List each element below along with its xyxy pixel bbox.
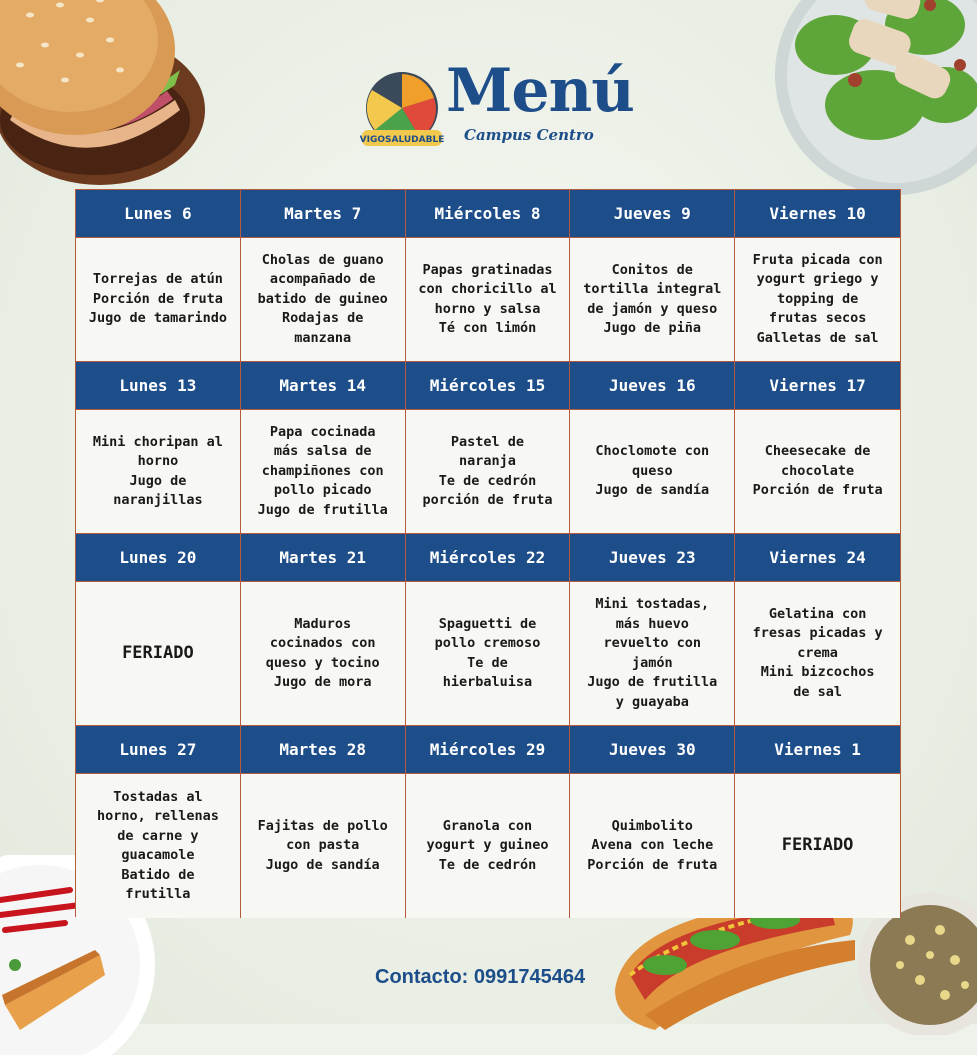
meal-cell	[406, 410, 571, 534]
meal-cell	[406, 774, 571, 918]
meal-cell	[570, 238, 735, 362]
holiday-cell	[76, 582, 241, 726]
meal-cell	[735, 238, 900, 362]
meal-text: Conitos de tortilla integral de jamón y queso Jugo de piña	[583, 261, 722, 336]
day-header: Viernes 1	[735, 726, 900, 774]
meal-text: Tostadas al horno, rellenas de carne y guacamole Batido de frutilla	[96, 788, 219, 902]
meal-cell	[76, 410, 241, 534]
salad-image	[755, 0, 977, 210]
meal-cell	[241, 582, 406, 726]
meal-text: Pastel de naranja Te de cedrón porción de fruta	[422, 433, 553, 508]
menu-grid	[75, 189, 901, 917]
meal-cell	[570, 774, 735, 918]
meal-text: Gelatina con fresas picadas y crema Mini bizcochos de sal	[752, 605, 883, 700]
meal-cell	[406, 582, 571, 726]
menu-header	[360, 56, 660, 155]
day-header: Lunes 20	[76, 534, 241, 582]
day-header: Viernes 24	[735, 534, 900, 582]
meal-text: Choclomote con queso Jugo de sandía	[595, 443, 710, 499]
logo-text: VIGOSALUDABLE	[360, 135, 445, 145]
meal-text: Fajitas de pollo con pasta Jugo de sandía	[257, 817, 388, 873]
day-header: Miércoles 15	[406, 362, 571, 410]
meal-text: Spaguetti de pollo cremoso Te de hierbaluisa	[434, 615, 541, 690]
meal-text: Granola con yogurt y guineo Te de cedrón	[426, 817, 549, 873]
day-header: Martes 21	[241, 534, 406, 582]
meal-cell	[76, 774, 241, 918]
meal-cell	[241, 238, 406, 362]
meal-text: FERIADO	[781, 835, 854, 856]
vigosaludable-logo	[360, 68, 445, 153]
day-header: Miércoles 8	[406, 190, 571, 238]
page-title: Menú	[446, 56, 634, 126]
meal-cell	[241, 410, 406, 534]
day-header: Lunes 13	[76, 362, 241, 410]
day-header: Jueves 9	[570, 190, 735, 238]
meal-text: Mini tostadas, más huevo revuelto con jamón Jugo de frutilla y guayaba	[587, 596, 718, 710]
meal-cell	[406, 238, 571, 362]
day-header: Lunes 27	[76, 726, 241, 774]
meal-text: Fruta picada con yogurt griego y topping de frutas secos Galletas de sal	[752, 251, 883, 346]
page-subtitle: Campus Centro	[464, 126, 594, 144]
meal-text: FERIADO	[122, 642, 194, 663]
holiday-cell	[735, 774, 900, 918]
meal-text: Torrejas de atún Porción de fruta Jugo de tamarindo	[88, 271, 227, 327]
day-header: Jueves 30	[570, 726, 735, 774]
meal-cell	[570, 410, 735, 534]
day-header: Martes 28	[241, 726, 406, 774]
meal-cell	[241, 774, 406, 918]
day-header: Jueves 23	[570, 534, 735, 582]
day-header: Martes 14	[241, 362, 406, 410]
day-header: Martes 7	[241, 190, 406, 238]
meal-text: Papas gratinadas con choricillo al horno y salsa Té con limón	[418, 261, 557, 336]
contact-text: Contacto: 0991745464	[375, 966, 586, 988]
meal-cell	[735, 582, 900, 726]
meal-text: Quimbolito Avena con leche Porción de fruta	[587, 817, 718, 873]
day-header: Miércoles 29	[406, 726, 571, 774]
meal-text: Papa cocinada más salsa de champiñones con pollo picado Jugo de frutilla	[257, 423, 388, 518]
meal-cell	[735, 410, 900, 534]
burger-image	[0, 0, 210, 200]
meal-cell	[76, 238, 241, 362]
meal-text: Cholas de guano acompañado de batido de guineo Rodajas de manzana	[257, 251, 388, 346]
meal-text: Maduros cocinados con queso y tocino Jugo de mora	[265, 615, 380, 690]
day-header: Viernes 17	[735, 362, 900, 410]
day-header: Viernes 10	[735, 190, 900, 238]
meal-text: Mini choripan al horno Jugo de naranjillas	[92, 433, 223, 508]
meal-text: Cheesecake de chocolate Porción de fruta	[752, 443, 883, 499]
meal-cell	[570, 582, 735, 726]
day-header: Lunes 6	[76, 190, 241, 238]
day-header: Jueves 16	[570, 362, 735, 410]
day-header: Miércoles 22	[406, 534, 571, 582]
